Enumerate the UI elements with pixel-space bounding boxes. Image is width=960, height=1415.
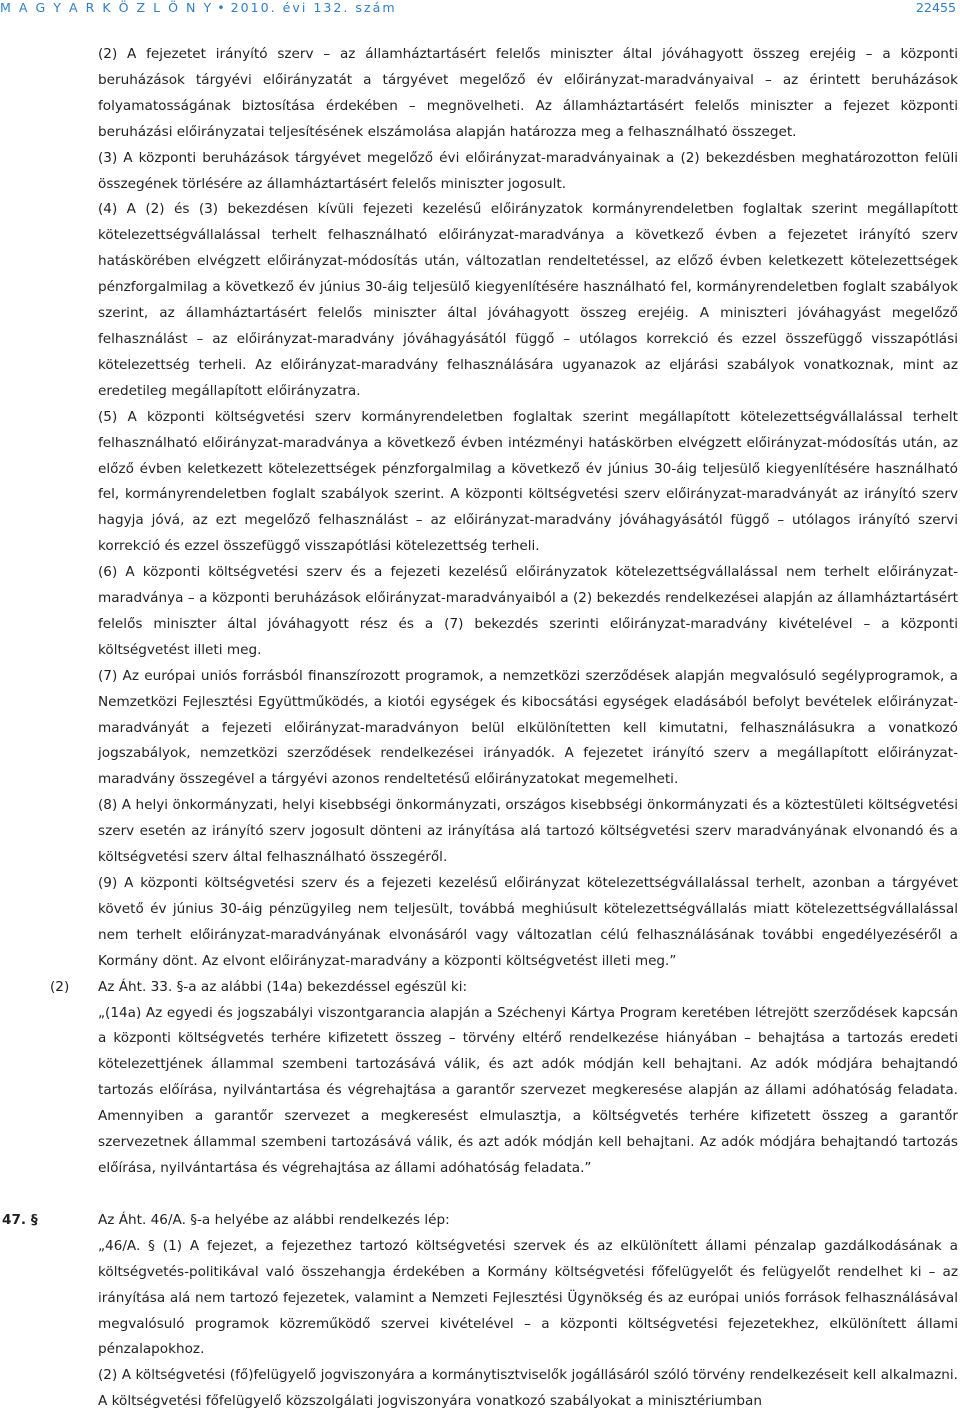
section-47-intro: Az Áht. 46/A. §-a helyébe az alábbi rendelkezés lép:: [98, 1211, 450, 1228]
section-47: [2, 1208, 958, 1234]
section-47-number: 47. §: [2, 1211, 38, 1228]
issue-label: 2010. évi 132. szám: [230, 0, 397, 15]
paragraph-5: (5) A központi költségvetési szerv kormányrendeletben foglaltak szerint megállapított kötelezettségvállalással terhelt felhasználható előirányzat-maradványa a következő évben intézményi hatáskörben elvégzett előirányzat-módosítás után, az előző évben keletkezett kötelezettségek pénzforgalmilag a következő év június 30-áig teljesülő kiegyenlítésére használható fel, kormányrendeletben foglalt szabályok szerint. A központi költségvetési szerv előirányzat-maradványát az irányító szerv hagyja jóvá, az ezt megelőző felhasználást – az előirányzat-maradvány jóváhagyásától függő – utólagos irányító szervi korrekció és ezzel összefüggő visszapótlási kötelezettség terheli.: [98, 408, 958, 555]
section-47-text-2: (2) A költségvetési (fő)felügyelő jogviszonyára a kormánytisztviselők jogállásáról szóló törvény rendelkezéseit kell alkalmazni. A költségvetési főfelügyelő közszolgálati jogviszonyára vonatkozó szabályokat a minisztériumban: [98, 1367, 958, 1410]
journal-title: M A G Y A R K Ö Z L Ö N Y: [0, 0, 214, 15]
paragraph-3: (3) A központi beruházások tárgyévet megelőző évi előirányzat-maradványainak a (2) bekezdésben meghatározotton felüli összegének törlésére az államháztartásért felelős miniszter jogosult.: [98, 149, 958, 192]
paragraph-6: (6) A központi költségvetési szerv és a fejezeti kezelésű előirányzatok kötelezettségvállalással nem terhelt előirányzat-maradványa – a központi beruházások előirányzat-maradványaiból a (2) bekezdés rendelkezései alapján az államháztartásért felelős miniszter által jóváhagyott rész és a (7) bekezdés szerinti előirányzat-maradvány kivételével – a központi költségvetést illeti meg.: [98, 564, 958, 658]
point-2-marker: (2): [50, 978, 70, 995]
paragraph-8: (8) A helyi önkormányzati, helyi kisebbségi önkormányzati, országos kisebbségi önkormányzati és a köztestületi költségvetési szerv esetén az irányító szerv jogosult dönteni az irányítása alá tartozó költségvetési szerv maradványának elvonandó és a költségvetési szerv által felhasználható összegéről.: [98, 797, 958, 866]
paragraph-9: (9) A központi költségvetési szerv és a fejezeti kezelésű előirányzat kötelezettségvállalással terhelt, azonban a tárgyévet követő év június 30-áig pénzügyileg nem teljesült, továbbá meghiúsult kötelezettségvállalás miatt kötelezettségvállalással nem terhelt előirányzat-maradványának elvonásáról vagy változatlan célú felhasználásának további engedélyezéséről a Kormány dönt. Az elvont előirányzat-maradvány a központi költségvetést illeti meg.”: [98, 875, 958, 969]
point-2-intro: Az Áht. 33. §-a az alábbi (14a) bekezdéssel egészül ki:: [98, 978, 468, 995]
point-2-text: „(14a) Az egyedi és jogszabályi viszontgarancia alapján a Széchenyi Kártya Program keretében létrejött szerződések kapcsán a központi költségvetés terhére kifizetett összeg – törvény eltérő rendelkezése hiányában – behajtása a tartozás eredeti kötelezettjének állammal szembeni tartozásává válik, és azt adók módján kell behajtani. Az adók módjára behajtandó tartozás előírása, nyilvántartása és végrehajtása a garantőr szervezet megkeresése alapján az állami adóhatóság feladata. Amennyiben a garantőr szervezet a megkeresést elmulasztja, a költségvetés terhére kifizetett összeg a garantőr szervezetnek állammal szembeni tartozásává válik, és azt adók módján kell behajtani. Az adók módjára behajtandó tartozás előírása, nyilvántartása és végrehajtása az állami adóhatóság feladata.”: [98, 1004, 958, 1176]
paragraph-2: (2) A fejezetet irányító szerv – az államháztartásért felelős miniszter által jóváhagyott összeg erejéig – a központi beruházások tárgyévi előirányzatát a tárgyévet megelőző év előirányzat-maradványaival – az érintett beruházások folyamatosságának biztosítása érdekében – megnövelheti. Az államháztartásért felelős miniszter a fejezet központi beruházási előirányzatai teljesítésének elszámolása alapján határozza meg a felhasználható összeget.: [98, 46, 958, 140]
document-body: [2, 42, 958, 1415]
separator-bullet: •: [217, 0, 225, 15]
point-2: [50, 975, 958, 1001]
paragraph-7: (7) Az európai uniós forrásból finanszírozott programok, a nemzetközi szerződések alapján megvalósuló segélyprogramok, a Nemzetközi Fejlesztési Együttműködés, a kiotói egységek és kibocsátási egységek eladásából befolyt bevételek előirányzat-maradványát a fejezeti előirányzat-maradványon belül elkülönítetten kell kimutatni, felhasználásukra a vonatkozó jogszabályok, nemzetközi szerződések rendelkezései irányadók. A fejezetet irányító szerv a megállapított előirányzat-maradvány összegével a tárgyévi azonos rendeltetésű előirányzatokat megemelheti.: [98, 667, 958, 788]
paragraph-4: (4) A (2) és (3) bekezdésen kívüli fejezeti kezelésű előirányzatok kormányrendeletben foglaltak szerint megállapított kötelezettségvállalással terhelt felhasználható előirányzat-maradványa a következő évben a fejezetet irányító szerv hatáskörében elvégzett előirányzat-módosítás után, változatlan rendeltetéssel, az előző évben keletkezett kötelezettségek pénzforgalmilag a következő év június 30-áig teljesülő kiegyenlítésére használható fel, kormányrendeletben foglalt szabályok szerint, az államháztartásért felelős miniszter által jóváhagyott összeg erejéig. A miniszteri jóváhagyást megelőző felhasználást – az előirányzat-maradvány jóváhagyásától függő – utólagos korrekció és ezzel összefüggő visszapótlási kötelezettség terheli. Az előirányzat-maradvány felhasználására ugyanazok az eljárási szabályok vonatkoznak, mint az eredetileg megállapított előirányzatra.: [98, 201, 958, 399]
page-number: 22455: [915, 0, 956, 15]
section-47-text-1: „46/A. § (1) A fejezet, a fejezethez tartozó költségvetési szervek és az elkülönített állami pénzalap gazdálkodásának a költségvetés-politikával való összehangja érdekében a Kormány költségvetési főfelügyelőt és felügyelőt rendelhet ki – az irányítása alá nem tartozó fejezetek, valamint a Nemzeti Fejlesztési Ügynökség és az európai uniós források felhasználásával megvalósuló programok közreműködő szervei kivételével – a központi költségvetési fejezetekhez, elkülönített állami pénzalapokhoz.: [98, 1237, 958, 1358]
page-header: [0, 0, 960, 15]
running-head: [0, 0, 397, 15]
section-gap: [98, 1182, 958, 1208]
